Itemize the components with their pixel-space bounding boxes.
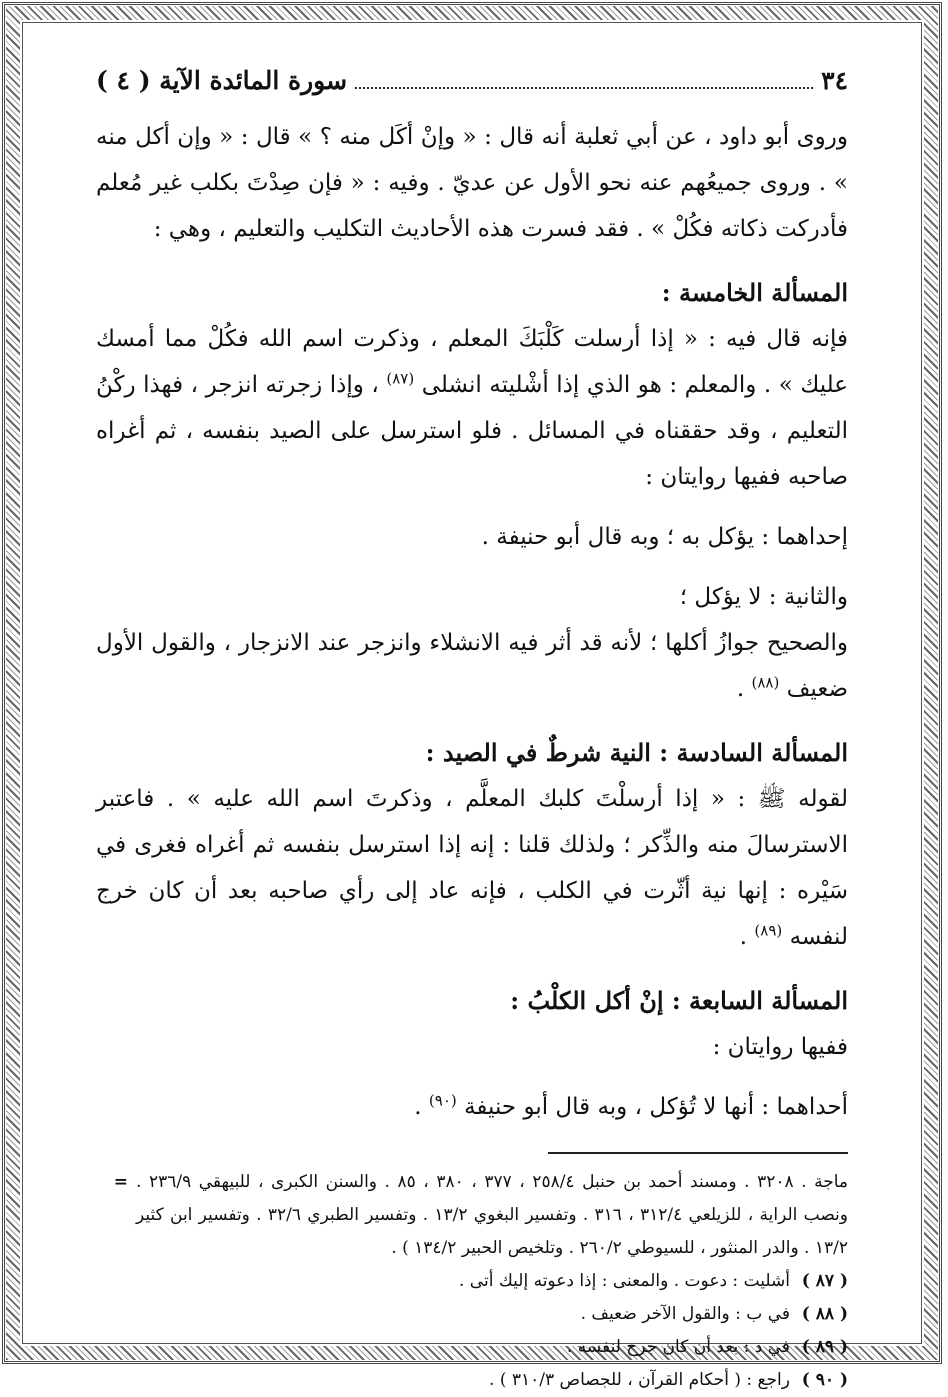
page-number: ٣٤ [821,66,848,95]
footnotes [96,1166,848,1397]
paragraph-text: فإنه قال فيه : « إذا أرسلت كَلْبَكَ المعلم ، وذكرت اسم الله فكُلْ مما أمسك عليك » . والمعلم : هو الذي إذا أشْليته انشلى [96,326,848,398]
heading-sixth-issue: المسألة السادسة : النية شرطٌ في الصيد : [425,738,848,767]
footnote-text: في ب : والقول الآخر ضعيف . [580,1304,790,1324]
footnote-separator [548,1152,848,1154]
footnote-87 [96,1265,848,1298]
footnote-88 [96,1298,848,1331]
paragraph-abu-dawud: وروى أبو داود ، عن أبي ثعلبة أنه قال : « وإنْ أكَل منه ؟ » قال : « وإن أكل منه » . وروى جميعُهم عنه نحو الأول عن عديّ . وفيه : « فإن صِدْتَ بكلب غير مُعلم فأدركت ذكاته فكُلْ » . فقد فسرت هذه الأحاديث التكليب والتعليم ، وهي : [96,124,848,242]
footnote-continuation-text: ماجة . ٣٢٠٨ . ومسند أحمد بن حنبل ٢٥٨/٤ ، ٣٧٧ ، ٣٨٠ ، ٨٥ . والسنن الكبرى ، للبيهقي ٢٣٦/٩ . ونصب الراية ، للزيلعي ٣١٢/٤ ، ٣١٦ . وتفسير البغوي ١٣/٢ . وتفسير الطبري ٣٢/٦ . وتفسير ابن كثير ١٣/٢ . والدر المنثور ، للسيوطي ٢٦٠/٢ . وتلخيص الحبير ١٣٤/٢ ) . [136,1172,849,1258]
paragraph-trained-dog [96,316,848,500]
footnote-text: في د : بعد أن كان جرح لنفسه . [566,1337,790,1357]
footnote-ref-87[interactable]: (٨٧) [386,369,415,388]
paragraph-first-narration: إحداهما : يؤكل به ؛ وبه قال أبو حنيفة . [481,524,848,550]
heading-fifth-issue: المسألة الخامسة : [661,278,848,307]
heading-seventh-issue: المسألة السابعة : إنْ أكل الكلْبُ : [510,986,848,1015]
paragraph-correct-view [96,620,848,712]
footnote-number: ( ٨٨ ) [801,1304,848,1324]
paragraph-text: والصحيح جوازُ أكلها ؛ لأنه قد أثر فيه الانشلاء وانزجر عند الانزجار ، والقول الأول ضعيف [96,630,848,702]
footnote-ref-88[interactable]: (٨٨) [751,673,780,692]
paragraph-second-narration: والثانية : لا يؤكل ؛ [679,584,848,610]
paragraph-text: ، وإذا زجرته انزجر ، فهذا ركْنُ التعليم ، وقد حققناه في المسائل . فلو استرسل على الصيد بنفسه ، ثم أغراه صاحبه ففيها روايتان : [96,372,848,490]
continuation-mark: = [113,1172,128,1192]
footnote-ref-89[interactable]: (٨٩) [754,921,783,940]
paragraph-text: لقوله ﷺ : « إذا أرسلْتَ كلبك المعلَّم ، وذكرتَ اسم الله عليه » . فاعتبر الاسترسالَ منه والذِّكر ؛ ولذلك قلنا : إنه إذا استرسل بنفسه ثم أغراه فغرى في سَيْره : إنها نية أثّرت في الكلب ، فإنه عاد إلى رأي صاحبه بعد أن كان خرج لنفسه [96,786,848,950]
paragraph-two-narrations: ففيها روايتان : [712,1034,848,1060]
paragraph-not-eaten [96,1084,848,1130]
paragraph-text: . [736,676,745,702]
paragraph-text: . [739,924,748,950]
page-content [96,66,848,1397]
footnote-text: راجع : ( أحكام القرآن ، للجصاص ٣١٠/٣ ) . [489,1370,790,1390]
footnote-number: ( ٩٠ ) [801,1370,848,1390]
footnote-89 [96,1331,848,1364]
running-header [96,66,848,114]
running-title: سورة المائدة الآية ( ٤ ) [96,66,348,95]
footnote-text: أشليت : دعوت . والمعنى : إذا دعوته إليك أتى . [458,1271,790,1291]
footnote-ref-90[interactable]: (٩٠) [428,1091,457,1110]
footnote-number: ( ٨٩ ) [801,1337,848,1357]
footnote-number: ( ٨٧ ) [801,1271,848,1291]
paragraph-text: . [414,1094,422,1120]
header-dotted-leader [355,86,813,89]
paragraph-text: أحداهما : أنها لا تُؤكل ، وبه قال أبو حنيفة [464,1094,848,1120]
footnote-continuation [96,1166,848,1265]
paragraph-intention [96,776,848,960]
